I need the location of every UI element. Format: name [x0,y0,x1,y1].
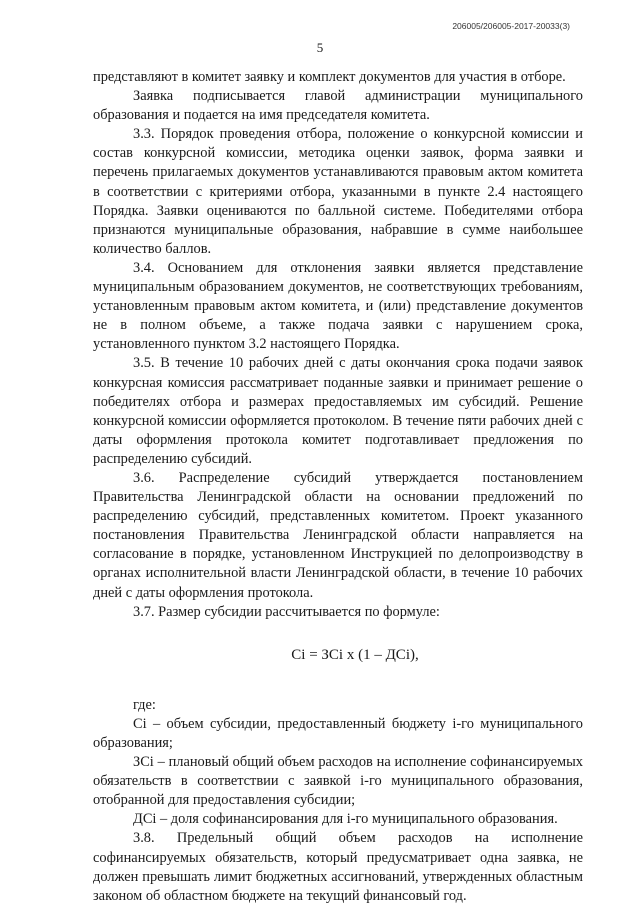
document-code: 206005/206005-2017-20033(3) [452,21,570,31]
paragraph-3-5: 3.5. В течение 10 рабочих дней с даты окончания срока подачи заявок конкурсная комиссия рассматривает поданные заявки и принимает решение о победителях отбора и размерах предоставляемых им субсидий. Решение конкурсной комиссии оформляется протоколом. В течение пяти рабочих дней с даты оформления протокола комитет подготавливает предложения по распределению субсидий. [93,355,583,467]
definition-zci: ЗCi – плановый общий объем расходов на исполнение софинансируемых обязательств в соответствии с заявкой i-го муниципального образования, отобранной для предоставления субсидии; [93,754,583,809]
page-number: 5 [316,40,324,55]
paragraph-3-4: 3.4. Основанием для отклонения заявки является представление муниципальным образованием документов, не соответствующих требованиям, установленным правовым актом комитета, и (или) представление документов не в полном объеме, а также подача заявки с нарушением срока, установленного пунктом 3.2 настоящего Порядка. [93,259,583,353]
paragraph-3-3: 3.3. Порядок проведения отбора, положение о конкурсной комиссии и состав конкурсной комиссии, методика оценки заявок, форма заявки и перечень прилагаемых документов устанавливаются правовым актом комитета в соответствии с критериями отбора, указанными в пункте 2.4 настоящего Порядка. Заявки оцениваются по балльной системе. Победителями отбора признаются муниципальные образования, набравшие в сумме наибольшее количество баллов. [93,126,583,257]
paragraph-3-8: 3.8. Предельный общий объем расходов на исполнение софинансируемых обязательств, который предусматривает одна заявка, не должен превышать лимит бюджетных ассигнований, утвержденных областным законом об областном бюджете на текущий финансовый год. [93,830,583,904]
paragraph-3-7: 3.7. Размер субсидии рассчитывается по формуле: [133,603,440,620]
definition-dci: ДCi – доля софинансирования для i-го муниципального образования. [133,811,558,828]
paragraph: представляют в комитет заявку и комплект документов для участия в отборе. [93,69,566,85]
subsidy-formula: Ci = ЗCi x (1 – ДCi), [291,646,419,663]
document-body [93,68,583,906]
definition-ci: Ci – объем субсидии, предоставленный бюджету i-го муниципального образования; [93,715,583,751]
paragraph-where: где: [133,696,156,713]
paragraph-3-6: 3.6. Распределение субсидий утверждается постановлением Правительства Ленинградской области на основании предложений по распределению субсидий, представленных комитетом. Проект указанного постановления Правительства Ленинградской области направляется на согласование в порядке, установленном Инструкцией по делопроизводству в органах исполнительной власти Ленинградской области, в течение 10 рабочих дней с даты оформления протокола. [93,469,583,601]
paragraph: Заявка подписывается главой администрации муниципального образования и подается на имя председателя комитета. [93,88,583,124]
